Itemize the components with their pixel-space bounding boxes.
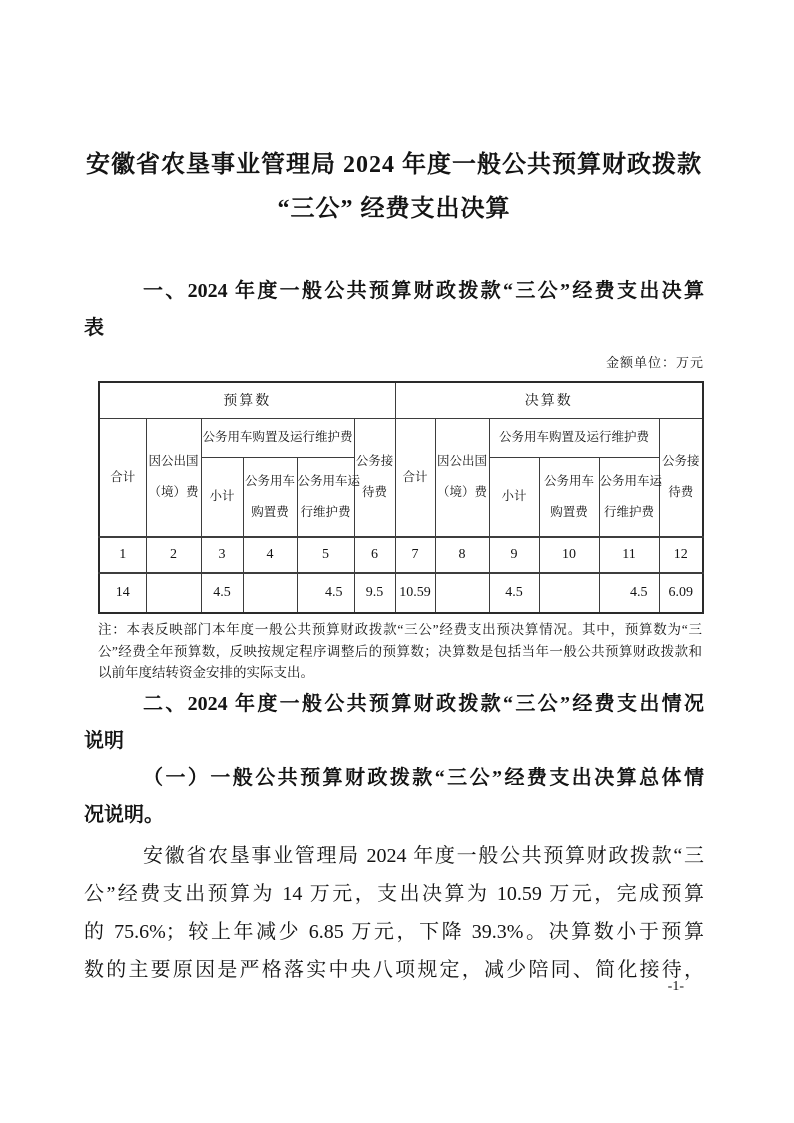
table-cell-final-vehicle-maintenance: 4.5 bbox=[599, 573, 659, 613]
section2-sub-heading-line-1: （一）一般公共预算财政拨款“三公”经费支出决算总体情 bbox=[143, 766, 704, 789]
body-paragraph-line-1: 安徽省农垦事业管理局 2024 年度一般公共预算财政拨款“三 bbox=[143, 844, 704, 867]
table-cell-final-vehicle-purchase bbox=[539, 573, 599, 613]
section1-heading-line-2: 表 bbox=[84, 317, 104, 339]
budget-total-header: 合计 bbox=[99, 418, 146, 537]
page-number: -1- bbox=[667, 979, 684, 994]
table-data-row bbox=[99, 573, 703, 613]
section2-heading bbox=[84, 686, 704, 760]
section2-heading-line-1: 二、2024 年度一般公共预算财政拨款“三公”经费支出情况 bbox=[143, 692, 704, 715]
column-number: 11 bbox=[599, 537, 659, 573]
table-cell-final-reception: 6.09 bbox=[659, 573, 703, 613]
table-cell-final-vehicle-subtotal: 4.5 bbox=[489, 573, 539, 613]
table-cell-budget-total: 14 bbox=[99, 573, 146, 613]
final-abroad-header: 因公出国 （境）费 bbox=[435, 418, 489, 537]
section2-sub-heading bbox=[84, 760, 704, 834]
section2-sub-heading-line-2: 况说明。 bbox=[84, 803, 164, 826]
three-public-expenditure-table bbox=[98, 381, 704, 614]
budget-reception-header: 公务接 待费 bbox=[354, 418, 395, 537]
body-paragraph-line-3: 的 75.6%；较上年减少 6.85 万元，下降 39.3%。决算数小于预算 bbox=[84, 920, 704, 943]
section1-heading-line-1: 一、2024 年度一般公共预算财政拨款“三公”经费支出决算 bbox=[143, 280, 704, 302]
budget-vehicle-group-header: 公务用车购置及运行维护费 bbox=[201, 418, 354, 457]
budget-abroad-header: 因公出国 （境）费 bbox=[146, 418, 201, 537]
column-number: 8 bbox=[435, 537, 489, 573]
amount-unit-label: 金额单位：万元 bbox=[605, 355, 704, 370]
body-paragraph-line-4: 数的主要原因是严格落实中央八项规定，减少陪同、简化接待， bbox=[84, 958, 704, 981]
table-column-number-row bbox=[99, 537, 703, 573]
table-note bbox=[98, 619, 702, 684]
column-number: 12 bbox=[659, 537, 703, 573]
table-cell-final-total: 10.59 bbox=[395, 573, 435, 613]
body-paragraph-line-2: 公”经费支出预算为 14 万元，支出决算为 10.59 万元，完成预算 bbox=[84, 882, 704, 905]
column-number: 2 bbox=[146, 537, 201, 573]
table-group-header-row bbox=[99, 382, 703, 418]
page-content bbox=[84, 0, 704, 989]
column-number: 7 bbox=[395, 537, 435, 573]
table-cell-budget-reception: 9.5 bbox=[354, 573, 395, 613]
table-cell-budget-vehicle-purchase bbox=[243, 573, 297, 613]
document-title bbox=[84, 143, 704, 231]
section2-heading-line-2: 说明 bbox=[84, 729, 124, 752]
column-number: 3 bbox=[201, 537, 243, 573]
final-vehicle-group-header: 公务用车购置及运行维护费 bbox=[489, 418, 659, 457]
final-vehicle-maintenance-header: 公务用车运 行维护费 bbox=[599, 457, 659, 537]
document-title-line-1: 安徽省农垦事业管理局 2024 年度一般公共预算财政拨款 bbox=[86, 152, 702, 178]
column-number: 10 bbox=[539, 537, 599, 573]
final-vehicle-purchase-header: 公务用车 购置费 bbox=[539, 457, 599, 537]
budget-vehicle-purchase-header: 公务用车 购置费 bbox=[243, 457, 297, 537]
budget-vehicle-maintenance-header: 公务用车运 行维护费 bbox=[297, 457, 354, 537]
column-number: 4 bbox=[243, 537, 297, 573]
body-paragraph bbox=[84, 837, 704, 989]
column-number: 5 bbox=[297, 537, 354, 573]
table-cell-budget-vehicle-subtotal: 4.5 bbox=[201, 573, 243, 613]
table-note-line-2: 公”经费全年预算数，反映按规定程序调整后的预算数；决算数是包括当年一般公共预算财政拨款和 bbox=[98, 643, 702, 659]
column-number: 1 bbox=[99, 537, 146, 573]
section1-heading bbox=[84, 273, 704, 347]
final-total-header: 合计 bbox=[395, 418, 435, 537]
table-header-row-1 bbox=[99, 418, 703, 457]
table-cell-final-abroad bbox=[435, 573, 489, 613]
table-cell-budget-abroad bbox=[146, 573, 201, 613]
budget-group-header: 预算数 bbox=[99, 382, 395, 418]
column-number: 6 bbox=[354, 537, 395, 573]
table-note-line-3: 以前年度结转资金安排的实际支出。 bbox=[98, 665, 314, 680]
final-vehicle-subtotal-header: 小计 bbox=[489, 457, 539, 537]
column-number: 9 bbox=[489, 537, 539, 573]
final-accounts-group-header: 决算数 bbox=[395, 382, 703, 418]
table-note-line-1: 注：本表反映部门本年度一般公共预算财政拨款“三公”经费支出预决算情况。其中，预算数为“三 bbox=[98, 622, 702, 637]
final-reception-header: 公务接 待费 bbox=[659, 418, 703, 537]
document-title-line-2: “三公” 经费支出决算 bbox=[277, 196, 511, 222]
table-cell-budget-vehicle-maintenance: 4.5 bbox=[297, 573, 354, 613]
budget-vehicle-subtotal-header: 小计 bbox=[201, 457, 243, 537]
